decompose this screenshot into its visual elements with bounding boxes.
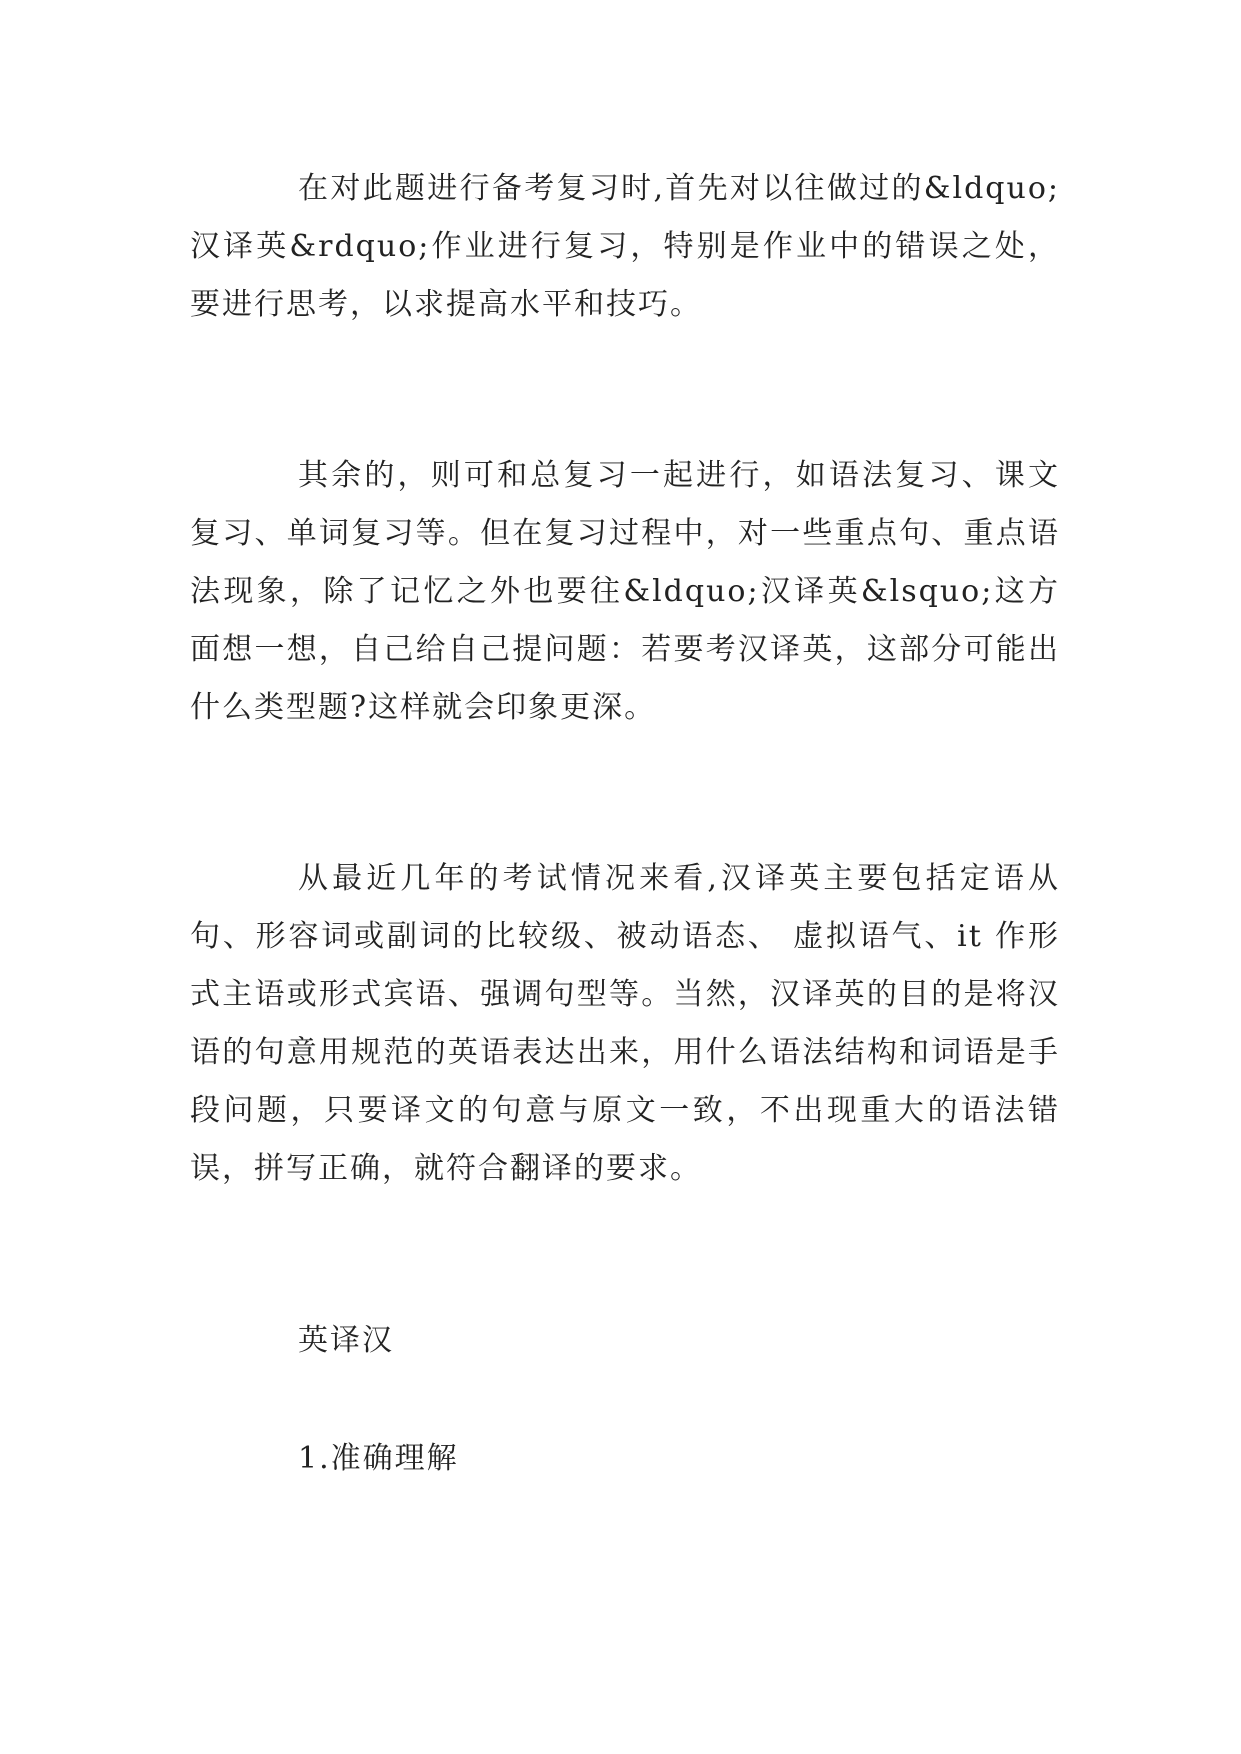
paragraph-general-review: 其余的，则可和总复习一起进行，如语法复习、课文复习、单词复习等。但在复习过程中，对一些重点句、重点语法现象，除了记忆之外也要往&ldquo;汉译英&lsquo;这方面想一想，自己给自己提问题：若要考汉译英，这部分可能出什么类型题?这样就会印象更深。 [190, 458, 1060, 725]
paragraph-exam-analysis: 从最近几年的考试情况来看,汉译英主要包括定语从句、形容词或副词的比较级、被动语态、 虚拟语气、it 作形式主语或形式宾语、强调句型等。当然，汉译英的目的是将汉语的句意用规范的英语表达出来，用什么语法结构和词语是手段问题，只要译文的句意与原文一致，不出现重大的语法错误，拼写正确，就符合翻译的要求。 [190, 861, 1060, 1186]
paragraph-review-homework: 在对此题进行备考复习时,首先对以往做过的&ldquo;汉译英&rdquo;作业进行复习，特别是作业中的错误之处，要进行思考，以求提高水平和技巧。 [190, 171, 1060, 322]
subsection-heading: 1.准确理解 [298, 1441, 459, 1476]
section-heading: 英译汉 [298, 1323, 394, 1358]
